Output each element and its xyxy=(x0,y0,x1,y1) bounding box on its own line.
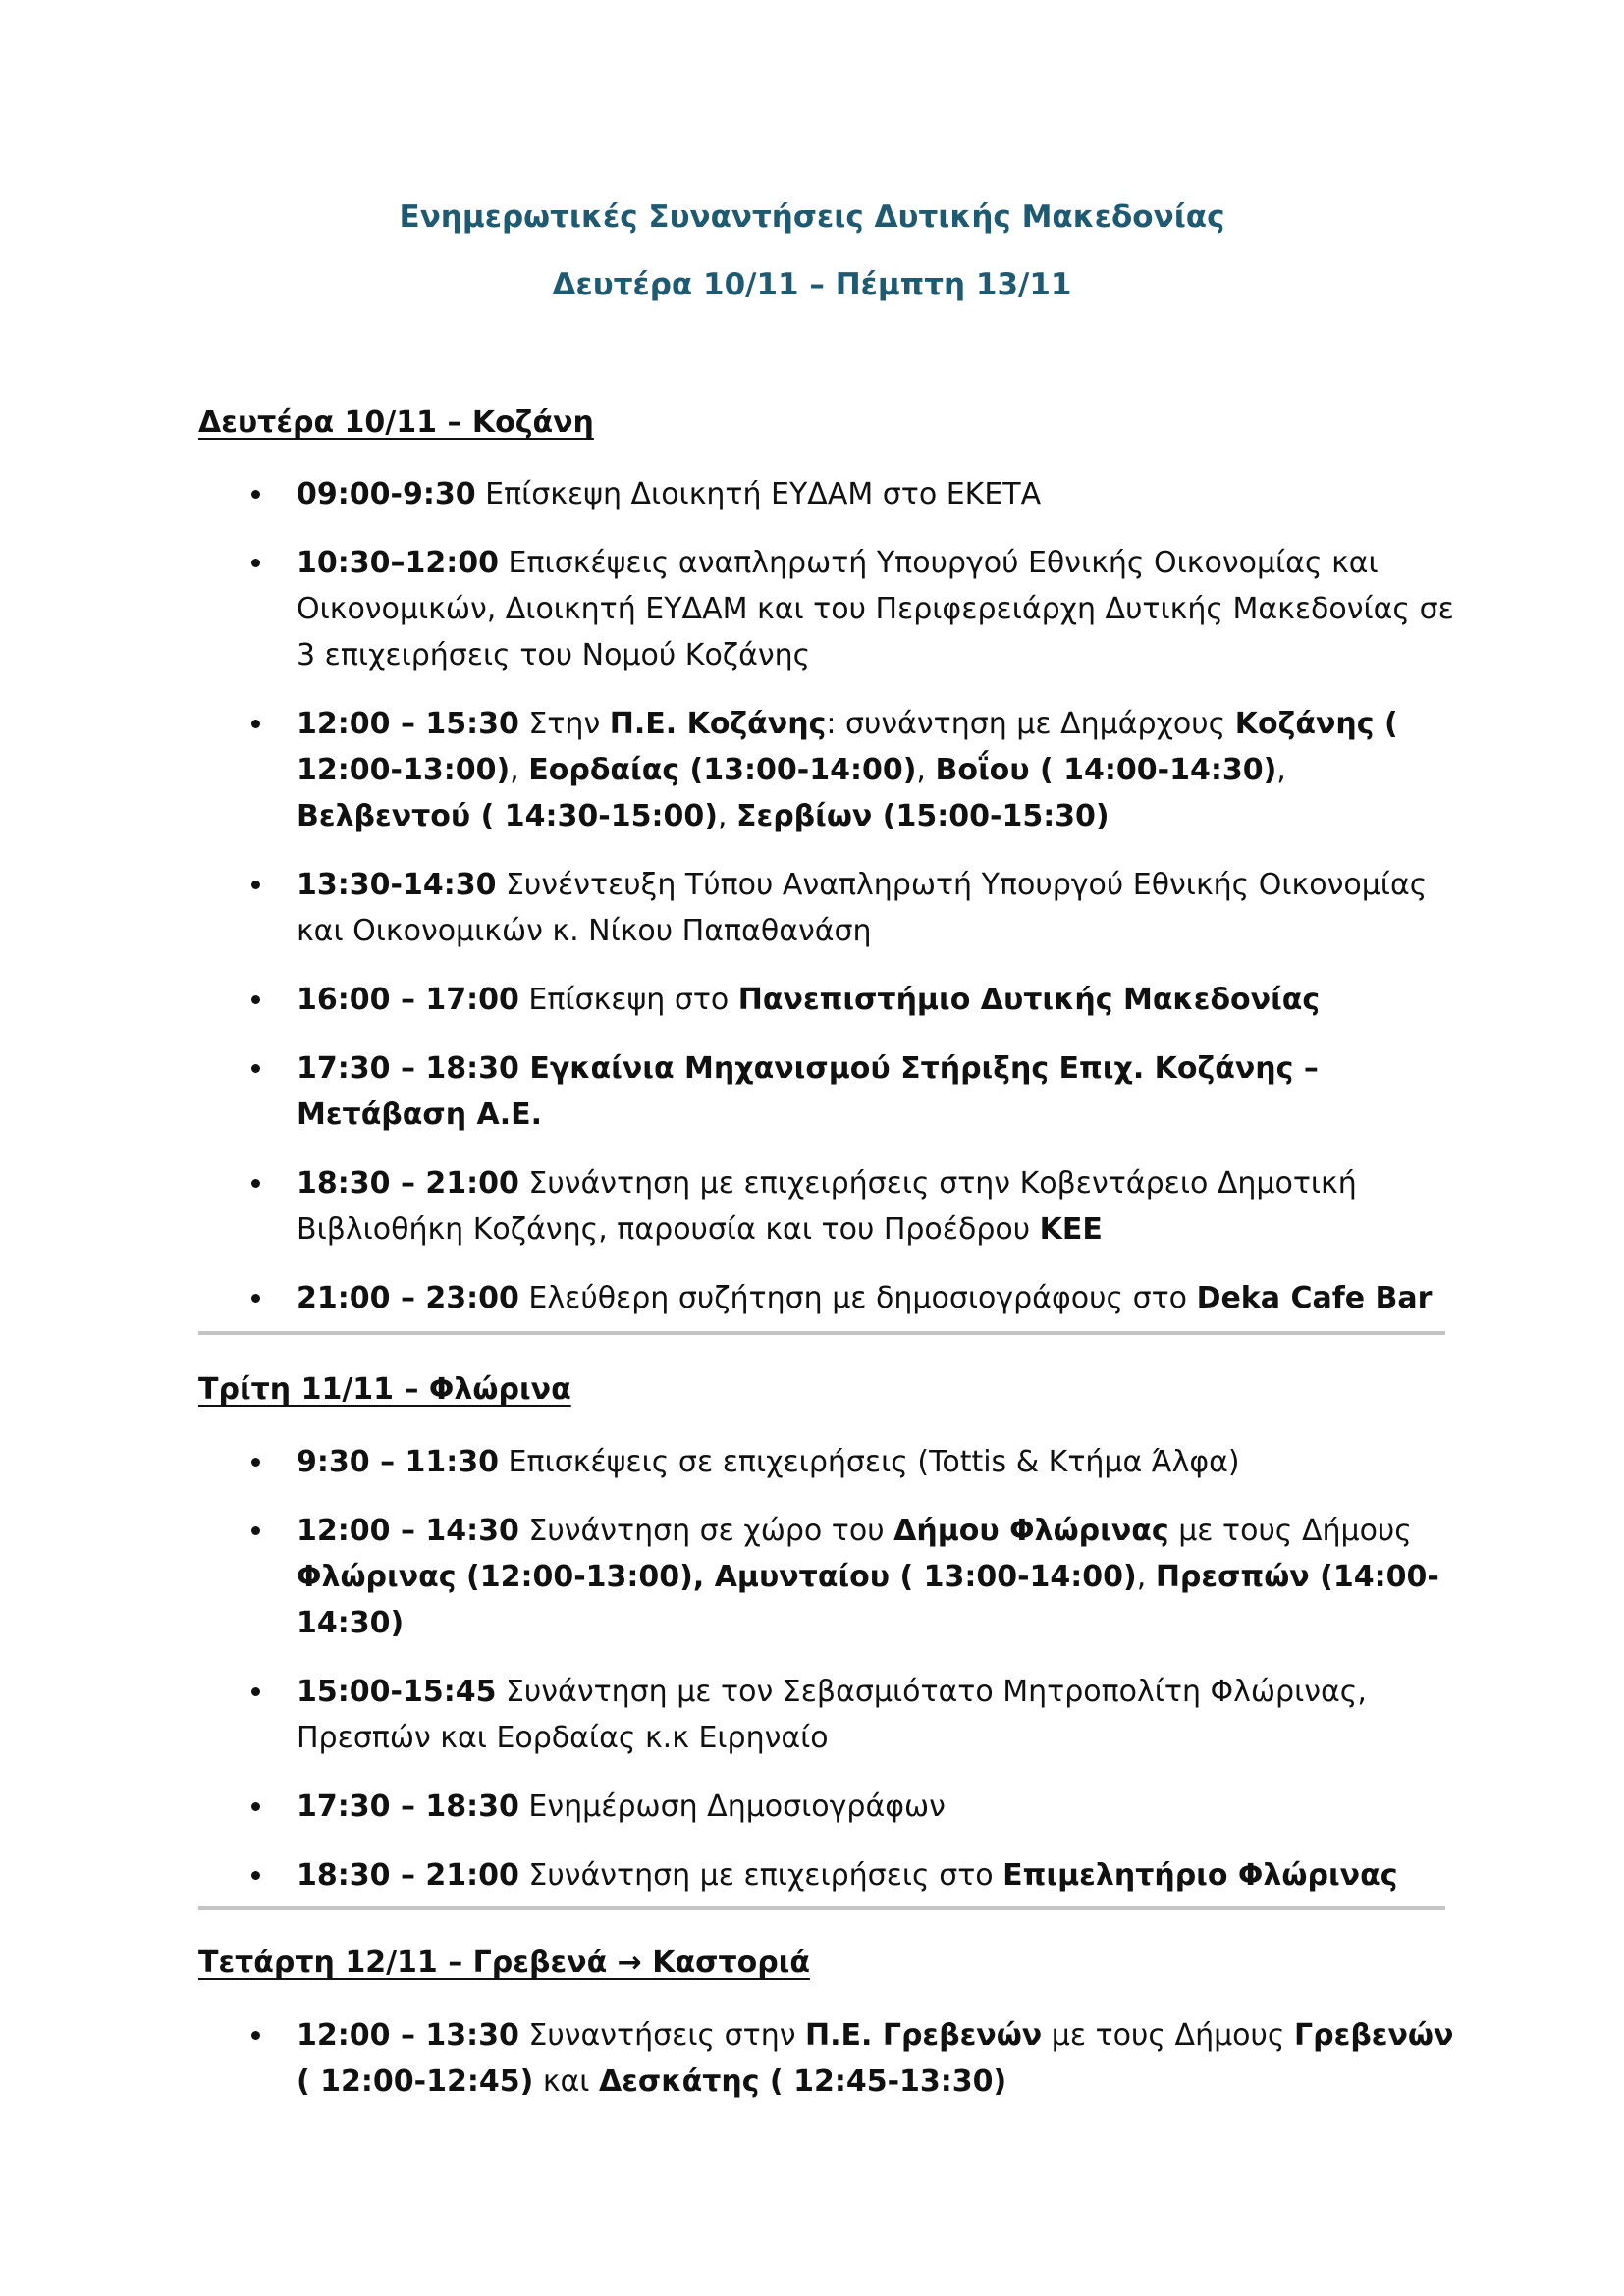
bold-fragment: Σερβίων (15:00-15:30) xyxy=(736,799,1110,833)
bold-fragment: 12:00 – 15:30 xyxy=(297,707,519,741)
bold-fragment: 9:30 – 11:30 xyxy=(297,1445,500,1479)
bullet-icon xyxy=(251,1179,260,1188)
schedule-item-text xyxy=(297,1852,1455,1898)
text-fragment: Συνέντευξη Τύπου Αναπληρωτή Υπουργού Εθνικής Οικονομίας και Οικονομικών κ. Νίκου Παπαθανάση xyxy=(297,868,1428,948)
bold-fragment: 17:30 – 18:30 xyxy=(297,1789,519,1824)
schedule-item-text xyxy=(297,1160,1455,1253)
text-fragment: με τους Δήμους xyxy=(1168,1514,1412,1548)
text-fragment: Επίσκεψη στο xyxy=(518,983,738,1017)
schedule-item-text xyxy=(297,1045,1455,1138)
schedule-item xyxy=(198,1439,1475,1485)
bold-fragment: 16:00 – 17:00 xyxy=(297,983,519,1017)
schedule-item-text xyxy=(297,1275,1455,1321)
schedule-item-text xyxy=(297,540,1455,678)
text-fragment: , xyxy=(1276,753,1286,787)
bullet-icon xyxy=(251,720,260,728)
text-fragment: με τους Δήμους xyxy=(1042,2018,1295,2053)
text-fragment: Επίσκεψη Διοικητή ΕΥΔΑΜ στο ΕΚΕΤΑ xyxy=(475,477,1042,511)
schedule-item xyxy=(198,1508,1475,1646)
bold-fragment: 17:30 – 18:30 Εγκαίνια Μηχανισμού Στήριξης Επιχ. Κοζάνης – Μετάβαση Α.Ε. xyxy=(297,1051,1319,1132)
bullet-icon xyxy=(251,1064,260,1073)
schedule-item-text xyxy=(297,1669,1455,1761)
text-fragment: Επισκέψεις σε επιχειρήσεις (Tottis & Κτήμα Άλφα) xyxy=(499,1445,1240,1479)
bold-fragment: Πρεσπών (14:00-14:30) xyxy=(297,1560,1439,1640)
bold-fragment: Πανεπιστήμιο Δυτικής Μακεδονίας xyxy=(737,983,1321,1017)
bold-fragment: Φλώρινας (12:00-13:00), Αμυνταίου ( 13:00-14:00) xyxy=(297,1560,1137,1594)
bold-fragment: Π.Ε. Γρεβενών xyxy=(805,2018,1043,2053)
section-heading-tuesday: Τρίτη 11/11 – Φλώρινα xyxy=(198,1372,571,1407)
schedule-item xyxy=(198,1045,1475,1138)
bullet-icon xyxy=(251,559,260,567)
bold-fragment: ΚΕΕ xyxy=(1039,1212,1103,1247)
text-fragment: Ενημέρωση Δημοσιογράφων xyxy=(518,1789,946,1824)
bullet-icon xyxy=(251,1526,260,1535)
bold-fragment: Π.Ε. Κοζάνης xyxy=(609,707,827,741)
bold-fragment: 12:00 – 14:30 xyxy=(297,1514,519,1548)
bold-fragment: Εορδαίας (13:00-14:00) xyxy=(528,753,917,787)
schedule-item xyxy=(198,2012,1475,2105)
text-fragment: Στην xyxy=(518,707,610,741)
text-fragment: και xyxy=(533,2064,599,2099)
document-title: Ενημερωτικές Συναντήσεις Δυτικής Μακεδονίας xyxy=(399,199,1225,235)
bold-fragment: 10:30–12:00 xyxy=(297,546,499,580)
schedule-item xyxy=(198,977,1475,1023)
schedule-item-text xyxy=(297,1508,1455,1646)
bold-fragment: Δεσκάτης ( 12:45-13:30) xyxy=(599,2064,1007,2099)
bullet-icon xyxy=(251,1294,260,1303)
text-fragment: Επισκέψεις αναπληρωτή Υπουργού Εθνικής Οικονομίας και Οικονομικών, Διοικητή ΕΥΔΑΜ και του Περιφερειάρχη Δυτικής Μακεδονίας σε 3 επιχειρήσεις του Νομού Κοζάνης xyxy=(297,546,1454,672)
schedule-item-text xyxy=(297,471,1455,517)
schedule-list-monday xyxy=(198,471,1475,1344)
bullet-icon xyxy=(251,2031,260,2040)
schedule-item xyxy=(198,1852,1475,1898)
bold-fragment: 13:30-14:30 xyxy=(297,868,497,902)
section-heading-monday: Δευτέρα 10/11 – Κοζάνη xyxy=(198,405,594,440)
bold-fragment: 21:00 – 23:00 xyxy=(297,1281,519,1315)
text-fragment: Συνάντηση με τον Σεβασμιότατο Μητροπολίτη Φλώρινας, Πρεσπών και Εορδαίας κ.κ Ειρηναίο xyxy=(297,1675,1367,1755)
bold-fragment: Βελβεντού ( 14:30-15:00) xyxy=(297,799,718,833)
section-heading-wednesday: Τετάρτη 12/11 – Γρεβενά → Καστοριά xyxy=(198,1946,810,1980)
text-fragment: : συνάντηση με Δημάρχους xyxy=(826,707,1235,741)
bold-fragment: Βοΐου ( 14:00-14:30) xyxy=(935,753,1277,787)
bold-fragment: Deka Cafe Bar xyxy=(1196,1281,1433,1315)
text-fragment: Ελεύθερη συζήτηση με δημοσιογράφους στο xyxy=(518,1281,1197,1315)
bullet-icon xyxy=(251,995,260,1004)
text-fragment: , xyxy=(510,753,529,787)
schedule-list-wednesday xyxy=(198,2012,1475,2127)
bold-fragment: 12:00 – 13:30 xyxy=(297,2018,519,2053)
bold-fragment: 15:00-15:45 xyxy=(297,1675,497,1709)
bold-fragment: 18:30 – 21:00 xyxy=(297,1166,519,1201)
bold-fragment: Δήμου Φλώρινας xyxy=(893,1514,1169,1548)
schedule-item xyxy=(198,1160,1475,1253)
bullet-icon xyxy=(251,490,260,499)
bold-fragment: Κοζάνης ( 12:00-13:00) xyxy=(297,707,1398,787)
bullet-icon xyxy=(251,1871,260,1880)
text-fragment: , xyxy=(916,753,936,787)
schedule-item xyxy=(198,1669,1475,1761)
schedule-item-text xyxy=(297,701,1455,839)
schedule-item xyxy=(198,701,1475,839)
bullet-icon xyxy=(251,1458,260,1467)
bold-fragment: 18:30 – 21:00 xyxy=(297,1858,519,1893)
schedule-item-text xyxy=(297,977,1455,1023)
schedule-item xyxy=(198,540,1475,678)
schedule-item xyxy=(198,1784,1475,1830)
text-fragment: Συνάντηση με επιχειρήσεις στο xyxy=(518,1858,1003,1893)
schedule-item-text xyxy=(297,862,1455,954)
text-fragment: Συνάντηση σε χώρο του xyxy=(518,1514,894,1548)
schedule-item-text xyxy=(297,1784,1455,1830)
text-fragment: Συναντήσεις στην xyxy=(518,2018,805,2053)
text-fragment: , xyxy=(717,799,736,833)
bullet-icon xyxy=(251,881,260,889)
bold-fragment: Γρεβενών ( 12:00-12:45) xyxy=(297,2018,1454,2099)
schedule-item-text xyxy=(297,2012,1455,2105)
schedule-list-tuesday xyxy=(198,1439,1475,1921)
bullet-icon xyxy=(251,1687,260,1696)
text-fragment: , xyxy=(1136,1560,1156,1594)
section-divider xyxy=(198,1906,1445,1910)
text-fragment: Συνάντηση με επιχειρήσεις στην Κοβεντάρειο Δημοτική Βιβλιοθήκη Κοζάνης, παρουσία και του Προέδρου xyxy=(297,1166,1357,1247)
schedule-item-text xyxy=(297,1439,1455,1485)
section-divider xyxy=(198,1331,1445,1335)
schedule-item xyxy=(198,1275,1475,1321)
schedule-item xyxy=(198,471,1475,517)
bold-fragment: 09:00-9:30 xyxy=(297,477,476,511)
schedule-item xyxy=(198,862,1475,954)
bold-fragment: Επιμελητήριο Φλώρινας xyxy=(1002,1858,1398,1893)
document-subtitle: Δευτέρα 10/11 – Πέμπτη 13/11 xyxy=(552,267,1072,302)
bullet-icon xyxy=(251,1802,260,1811)
